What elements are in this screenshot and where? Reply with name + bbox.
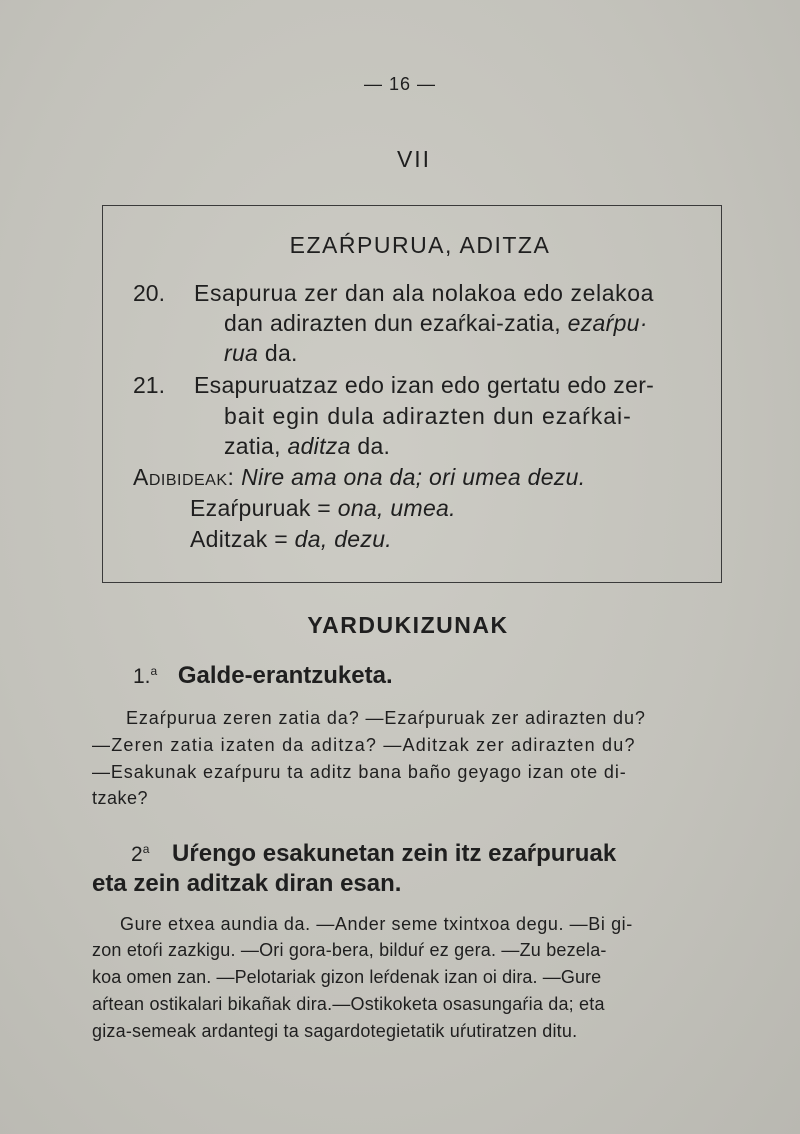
examples-verb-values: da, dezu. [294, 526, 392, 552]
definition-21-term: aditza [287, 433, 351, 459]
definition-20-line-2-text: dan adirazten dun ezaŕkai-zatia, [224, 310, 561, 336]
examples-sentence: Nire ama ona da; ori umea dezu. [241, 464, 586, 490]
examples-subject-label: Ezaŕpuruak = [190, 495, 332, 521]
exercise-2-title-line-1: Uŕengo esakunetan zein itz ezaŕpuruak [172, 840, 617, 867]
definition-21-line-3 [224, 433, 390, 460]
exercise-2-line-1: Gure etxea aundia da. —Ander seme txintxoa degu. —Bi gi- [120, 914, 633, 934]
exercise-2-line-4: aŕtean ostikalari bikañak dira.—Ostikoketa osasungaŕia da; eta [92, 994, 605, 1014]
exercise-2-title-line-2: eta zein aditzak diran esan. [92, 870, 402, 897]
definition-20-tail: da. [264, 340, 298, 366]
definition-21-tail: da. [357, 433, 391, 459]
page-number: — 16 — [363, 74, 437, 94]
exercise-2-line-3: koa omen zan. —Pelotariak gizon leŕdenak izan oi dira. —Gure [92, 967, 602, 987]
definition-20-line-3 [224, 340, 298, 367]
exercise-1-line-3: —Esakunak ezaŕpuru ta aditz bana baño geyago izan ote di- [92, 762, 627, 782]
examples-label: Adibideak: [133, 464, 235, 490]
exercise-2-line-5: giza-semeak ardantegi ta sagardotegietatik uŕutiratzen ditu. [92, 1021, 578, 1041]
exercise-2-line-2: zon etoŕi zazkigu. —Ori gora-bera, bilduŕ ez gera. —Zu bezela- [92, 940, 607, 960]
definition-20-term-part2: rua [224, 340, 259, 366]
definition-21-line-2: bait egin dula adirazten dun ezaŕkai- [224, 403, 632, 429]
exercise-2-number: 2$^a$ [131, 842, 150, 866]
definition-20-term-part1: ezaŕpu· [567, 310, 648, 336]
examples-subjects [190, 495, 456, 522]
exercise-1-number: 1.$^a$ [133, 664, 158, 688]
definition-20-line-2 [224, 310, 648, 337]
exercises-title: YARDUKIZUNAK [307, 612, 509, 638]
exercise-1-line-4: tzake? [92, 788, 149, 808]
definition-21-line-1: Esapuruatzaz edo izan edo gertatu edo zer- [194, 372, 655, 398]
exercise-1-heading [133, 662, 393, 690]
exercise-1-line-1: Ezaŕpurua zeren zatia da? —Ezaŕpuruak zer adirazten du? [126, 708, 646, 728]
examples-line [133, 464, 585, 491]
chapter-numeral: VII [396, 146, 432, 172]
definition-box-title: EZAŔPURUA, ADITZA [289, 232, 551, 258]
definition-21-line-3-start: zatia, [224, 433, 281, 459]
exercise-2-heading-line-1 [131, 840, 616, 868]
exercise-1-title: Galde-erantzuketa. [177, 662, 393, 689]
examples-verbs [190, 526, 392, 553]
definition-20-line-1: Esapurua zer dan ala nolakoa edo zelakoa [194, 280, 655, 306]
exercise-1-line-2: —Zeren zatia izaten da aditza? —Aditzak zer adirazten du? [92, 735, 636, 755]
definition-number-21: 21. [133, 372, 165, 398]
examples-subject-values: ona, umea. [337, 495, 456, 521]
examples-verb-label: Aditzak = [190, 526, 288, 552]
definition-number-20: 20. [133, 280, 165, 306]
